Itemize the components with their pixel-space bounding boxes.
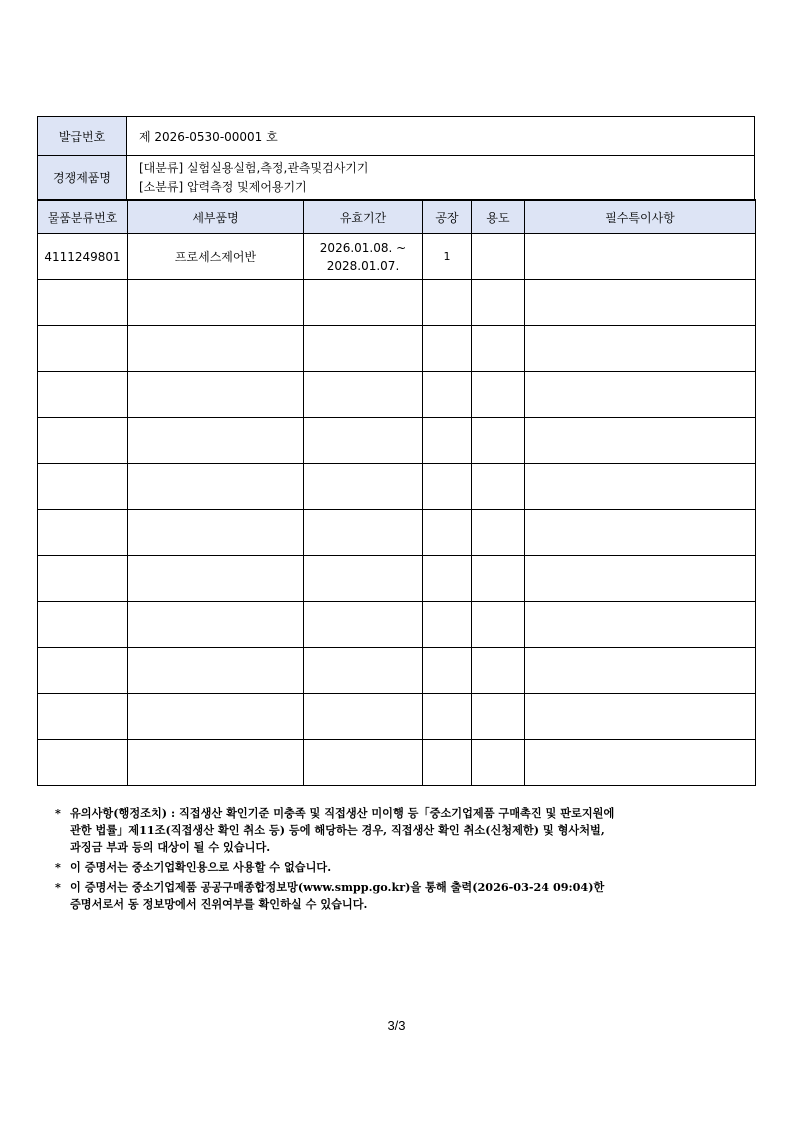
notice-text: 이 증명서는 중소기업확인용으로 사용할 수 없습니다.: [70, 860, 332, 874]
table-row: [38, 694, 756, 740]
table-cell: [38, 740, 128, 786]
table-cell: [525, 280, 756, 326]
table-cell: [525, 464, 756, 510]
issue-number-label: 발급번호: [38, 117, 127, 156]
asterisk-bullet: *: [55, 860, 61, 874]
minor-category: [소분류] 압력측정 및제어용기기: [139, 179, 307, 194]
table-cell: [128, 740, 304, 786]
notice-item: [55, 859, 760, 876]
table-cell: [423, 464, 472, 510]
asterisk-bullet: *: [55, 806, 61, 820]
table-cell: [38, 418, 128, 464]
table-row: [38, 372, 756, 418]
table-row: [38, 510, 756, 556]
table-cell: [525, 326, 756, 372]
table-cell: [38, 372, 128, 418]
table-cell: [423, 372, 472, 418]
table-cell: [128, 694, 304, 740]
table-cell: [128, 418, 304, 464]
table-cell: [472, 372, 525, 418]
table-cell: [525, 556, 756, 602]
table-cell: [423, 510, 472, 556]
table-cell: [128, 648, 304, 694]
table-cell: [525, 740, 756, 786]
table-cell: 4111249801: [38, 234, 128, 280]
page-number: 3/3: [387, 1018, 406, 1033]
table-cell: [38, 556, 128, 602]
table-cell: [472, 280, 525, 326]
table-row: [38, 234, 756, 280]
issue-number-value: 제 2026-0530-00001 호: [127, 117, 755, 156]
major-category: [대분류] 실험실용실험,측정,관측및검사기기: [139, 160, 369, 175]
table-cell: 2026.01.08. ~ 2028.01.07.: [304, 234, 423, 280]
table-cell: [304, 510, 423, 556]
table-cell: 1: [423, 234, 472, 280]
table-row: [38, 602, 756, 648]
table-cell: [304, 648, 423, 694]
column-header: 세부품명: [128, 200, 304, 234]
table-cell: 프로세스제어반: [128, 234, 304, 280]
column-header: 유효기간: [304, 200, 423, 234]
table-row: [38, 418, 756, 464]
table-cell: [472, 648, 525, 694]
product-table: [37, 199, 756, 786]
table-row: [38, 464, 756, 510]
table-cell: [38, 326, 128, 372]
table-cell: [525, 648, 756, 694]
column-header: 물품분류번호: [38, 200, 128, 234]
table-cell: [472, 234, 525, 280]
table-cell: [525, 234, 756, 280]
notice-item: [55, 805, 760, 856]
certificate-header: [37, 116, 755, 200]
notice-item: [55, 879, 760, 913]
table-cell: [304, 694, 423, 740]
table-cell: [304, 740, 423, 786]
competition-product-label: 경쟁제품명: [38, 156, 127, 200]
table-cell: [472, 740, 525, 786]
table-cell: [525, 372, 756, 418]
table-cell: [472, 326, 525, 372]
table-cell: [128, 464, 304, 510]
table-cell: [128, 510, 304, 556]
table-cell: [423, 326, 472, 372]
table-cell: [525, 602, 756, 648]
table-cell: [423, 602, 472, 648]
table-cell: [423, 280, 472, 326]
table-cell: [128, 602, 304, 648]
table-cell: [38, 510, 128, 556]
table-cell: [38, 694, 128, 740]
table-cell: [472, 694, 525, 740]
table-cell: [304, 326, 423, 372]
table-cell: [423, 418, 472, 464]
table-row: [38, 280, 756, 326]
competition-product-value: [127, 156, 755, 200]
notice-section: [55, 805, 760, 916]
table-row: [38, 556, 756, 602]
column-header: 용도: [472, 200, 525, 234]
table-cell: [38, 648, 128, 694]
table-cell: [423, 556, 472, 602]
table-row: [38, 648, 756, 694]
table-cell: [38, 602, 128, 648]
notice-text: 유의사항(행정조치) : 직접생산 확인기준 미충족 및 직접생산 미이행 등「중소기업제품 구매촉진 및 판로지원에 관한 법률」제11조(직접생산 확인 취소 등) 등에 해당하는 경우, 직접생산 확인 취소(신청제한) 및 형사처벌, 과징금 부과 등의 대상이 될 수 있습니다.: [70, 806, 615, 854]
table-cell: [525, 510, 756, 556]
table-row: [38, 326, 756, 372]
table-header-row: [38, 200, 756, 234]
table-cell: [304, 372, 423, 418]
table-cell: [423, 648, 472, 694]
table-cell: [38, 464, 128, 510]
table-cell: [472, 556, 525, 602]
table-cell: [472, 464, 525, 510]
table-cell: [128, 556, 304, 602]
table-row: [38, 740, 756, 786]
table-cell: [304, 464, 423, 510]
table-cell: [304, 280, 423, 326]
table-cell: [525, 418, 756, 464]
table-cell: [128, 326, 304, 372]
table-cell: [472, 602, 525, 648]
table-cell: [38, 280, 128, 326]
table-cell: [304, 556, 423, 602]
column-header: 공장: [423, 200, 472, 234]
asterisk-bullet: *: [55, 880, 61, 894]
table-cell: [472, 510, 525, 556]
table-cell: [525, 694, 756, 740]
table-cell: [128, 280, 304, 326]
table-cell: [423, 740, 472, 786]
table-cell: [472, 418, 525, 464]
table-cell: [304, 418, 423, 464]
notice-text: 이 증명서는 중소기업제품 공공구매종합정보망(www.smpp.go.kr)을 통해 출력(2026-03-24 09:04)한 증명서로서 동 정보망에서 진위여부를 확인하실 수 있습니다.: [70, 880, 605, 911]
table-cell: [304, 602, 423, 648]
column-header: 필수특이사항: [525, 200, 756, 234]
table-cell: [423, 694, 472, 740]
table-cell: [128, 372, 304, 418]
